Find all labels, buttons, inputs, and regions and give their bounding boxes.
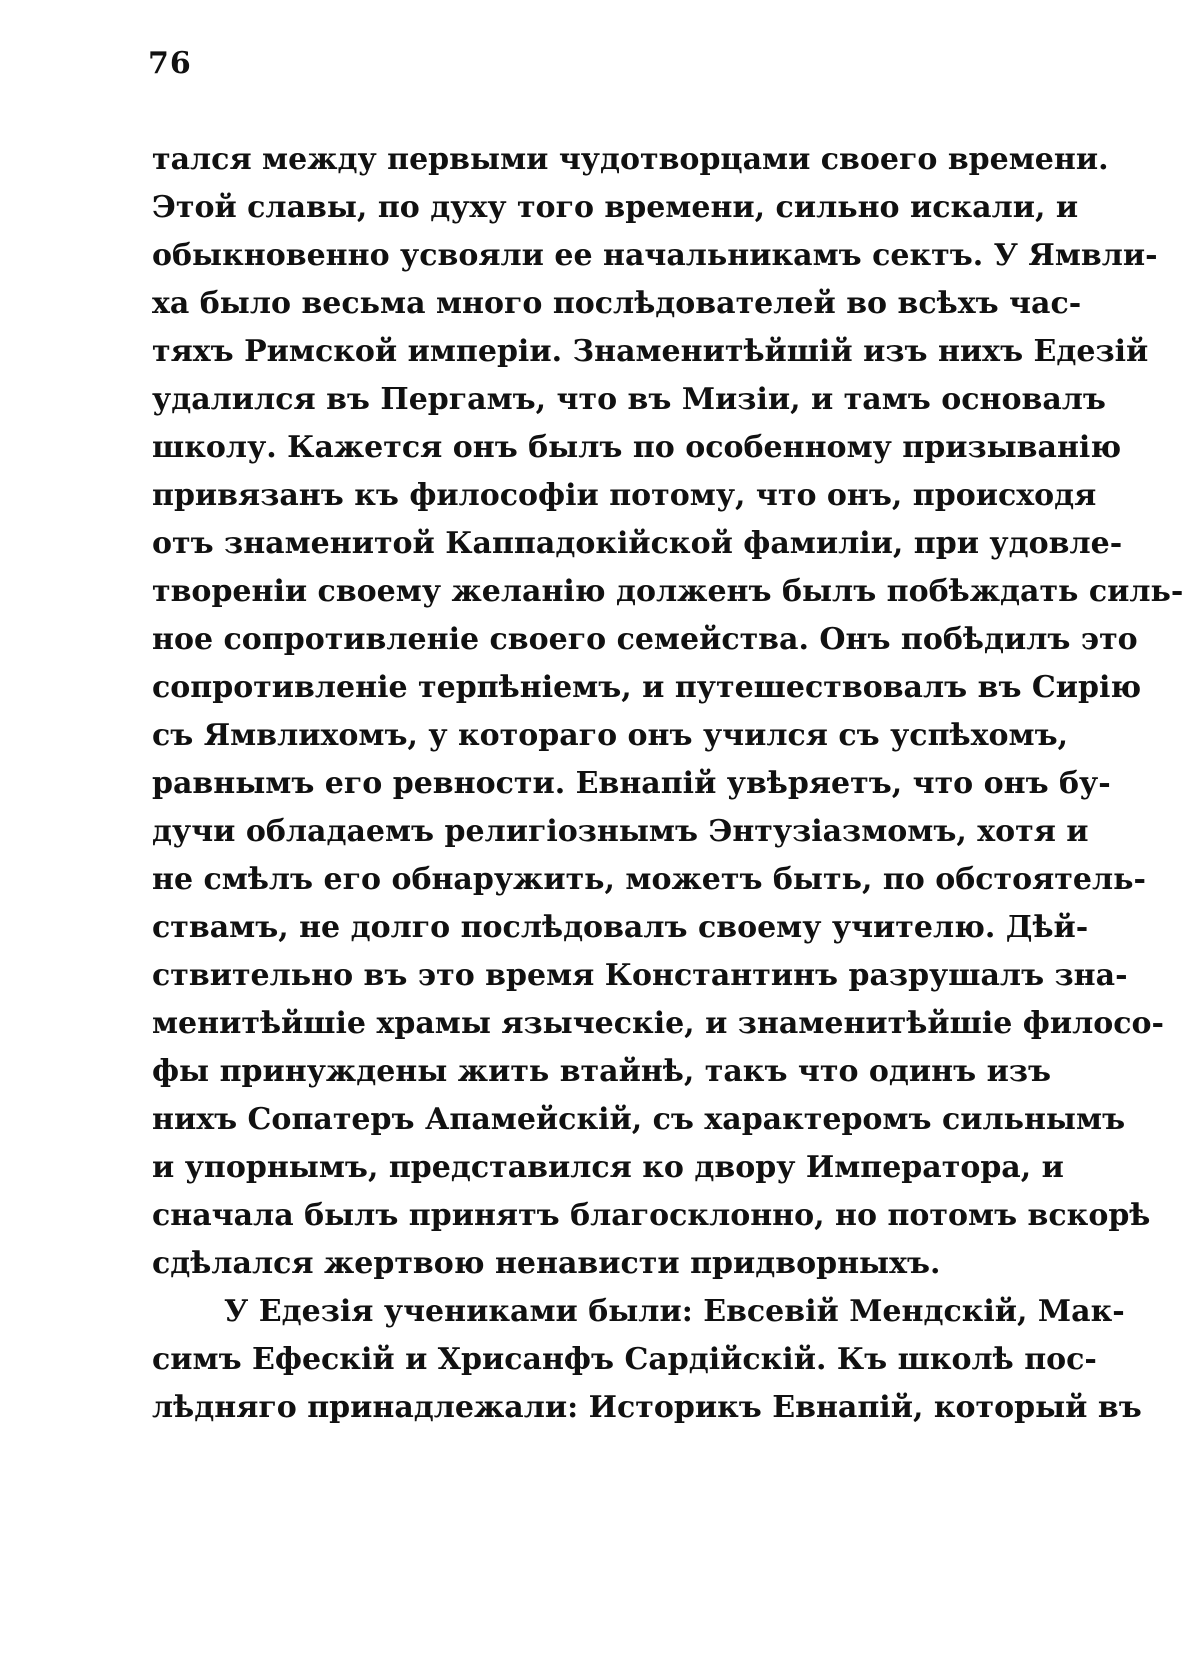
text-line: ствительно въ это время Константинъ разрушалъ зна- [152, 958, 1128, 993]
text-line: съ Ямвлихомъ, у котораго онъ учился съ успѣхомъ, [152, 718, 1069, 753]
text-line: тяхъ Римской имперіи. Знаменитѣйшій изъ нихъ Едезій [152, 334, 1149, 369]
text-line: обыкновенно усвояли ее начальникамъ сектъ. У Ямвли- [152, 238, 1158, 273]
text-line: отъ знаменитой Каппадокійской фамиліи, при удовле- [152, 526, 1123, 561]
text-line: равнымъ его ревности. Евнапій увѣряетъ, что онъ бу- [152, 766, 1111, 801]
page-number: 76 [148, 46, 192, 81]
text-line: и упорнымъ, представился ко двору Императора, и [152, 1150, 1064, 1185]
text-line: лѣдняго принадлежали: Историкъ Евнапій, который въ [152, 1390, 1142, 1425]
text-line: удалился въ Пергамъ, что въ Мизіи, и тамъ основалъ [152, 382, 1106, 417]
paragraph-2 [152, 1288, 1142, 1432]
text-line: сопротивленіе терпѣніемъ, и путешествовалъ въ Сирію [152, 670, 1142, 705]
paragraph-1 [152, 136, 1183, 1288]
text-line: симъ Ефескій и Хрисанфъ Сардійскій. Къ школѣ пос- [152, 1342, 1097, 1377]
text-line: привязанъ къ философіи потому, что онъ, происходя [152, 478, 1097, 513]
text-line: твореніи своему желанію долженъ былъ побѣждать силь- [152, 574, 1183, 609]
text-line: Этой славы, по духу того времени, сильно искали, и [152, 190, 1079, 225]
text-line: дучи обладаемъ религіознымъ Энтузіазмомъ, хотя и [152, 814, 1089, 849]
text-line: школу. Кажется онъ былъ по особенному призыванію [152, 430, 1122, 465]
text-line: ное сопротивленіе своего семейства. Онъ побѣдилъ это [152, 622, 1138, 657]
text-line: ствамъ, не долго послѣдовалъ своему учителю. Дѣй- [152, 910, 1089, 945]
text-line: тался между первыми чудотворцами своего времени. [152, 142, 1109, 177]
text-line: не смѣлъ его обнаружить, можетъ быть, по обстоятель- [152, 862, 1146, 897]
text-line: У Едезія учениками были: Евсевій Мендскій, Мак- [224, 1294, 1125, 1329]
text-line: ха было весьма много послѣдователей во всѣхъ час- [152, 286, 1082, 321]
text-line: сдѣлался жертвою ненависти придворныхъ. [152, 1246, 941, 1281]
text-line: менитѣйшіе храмы языческіе, и знаменитѣйшіе филосо- [152, 1006, 1164, 1041]
text-line: фы принуждены жить втайнѣ, такъ что одинъ изъ [152, 1054, 1052, 1089]
text-line: нихъ Сопатеръ Апамейскій, съ характеромъ сильнымъ [152, 1102, 1126, 1137]
text-line: сначала былъ принятъ благосклонно, но потомъ вскорѣ [152, 1198, 1151, 1233]
